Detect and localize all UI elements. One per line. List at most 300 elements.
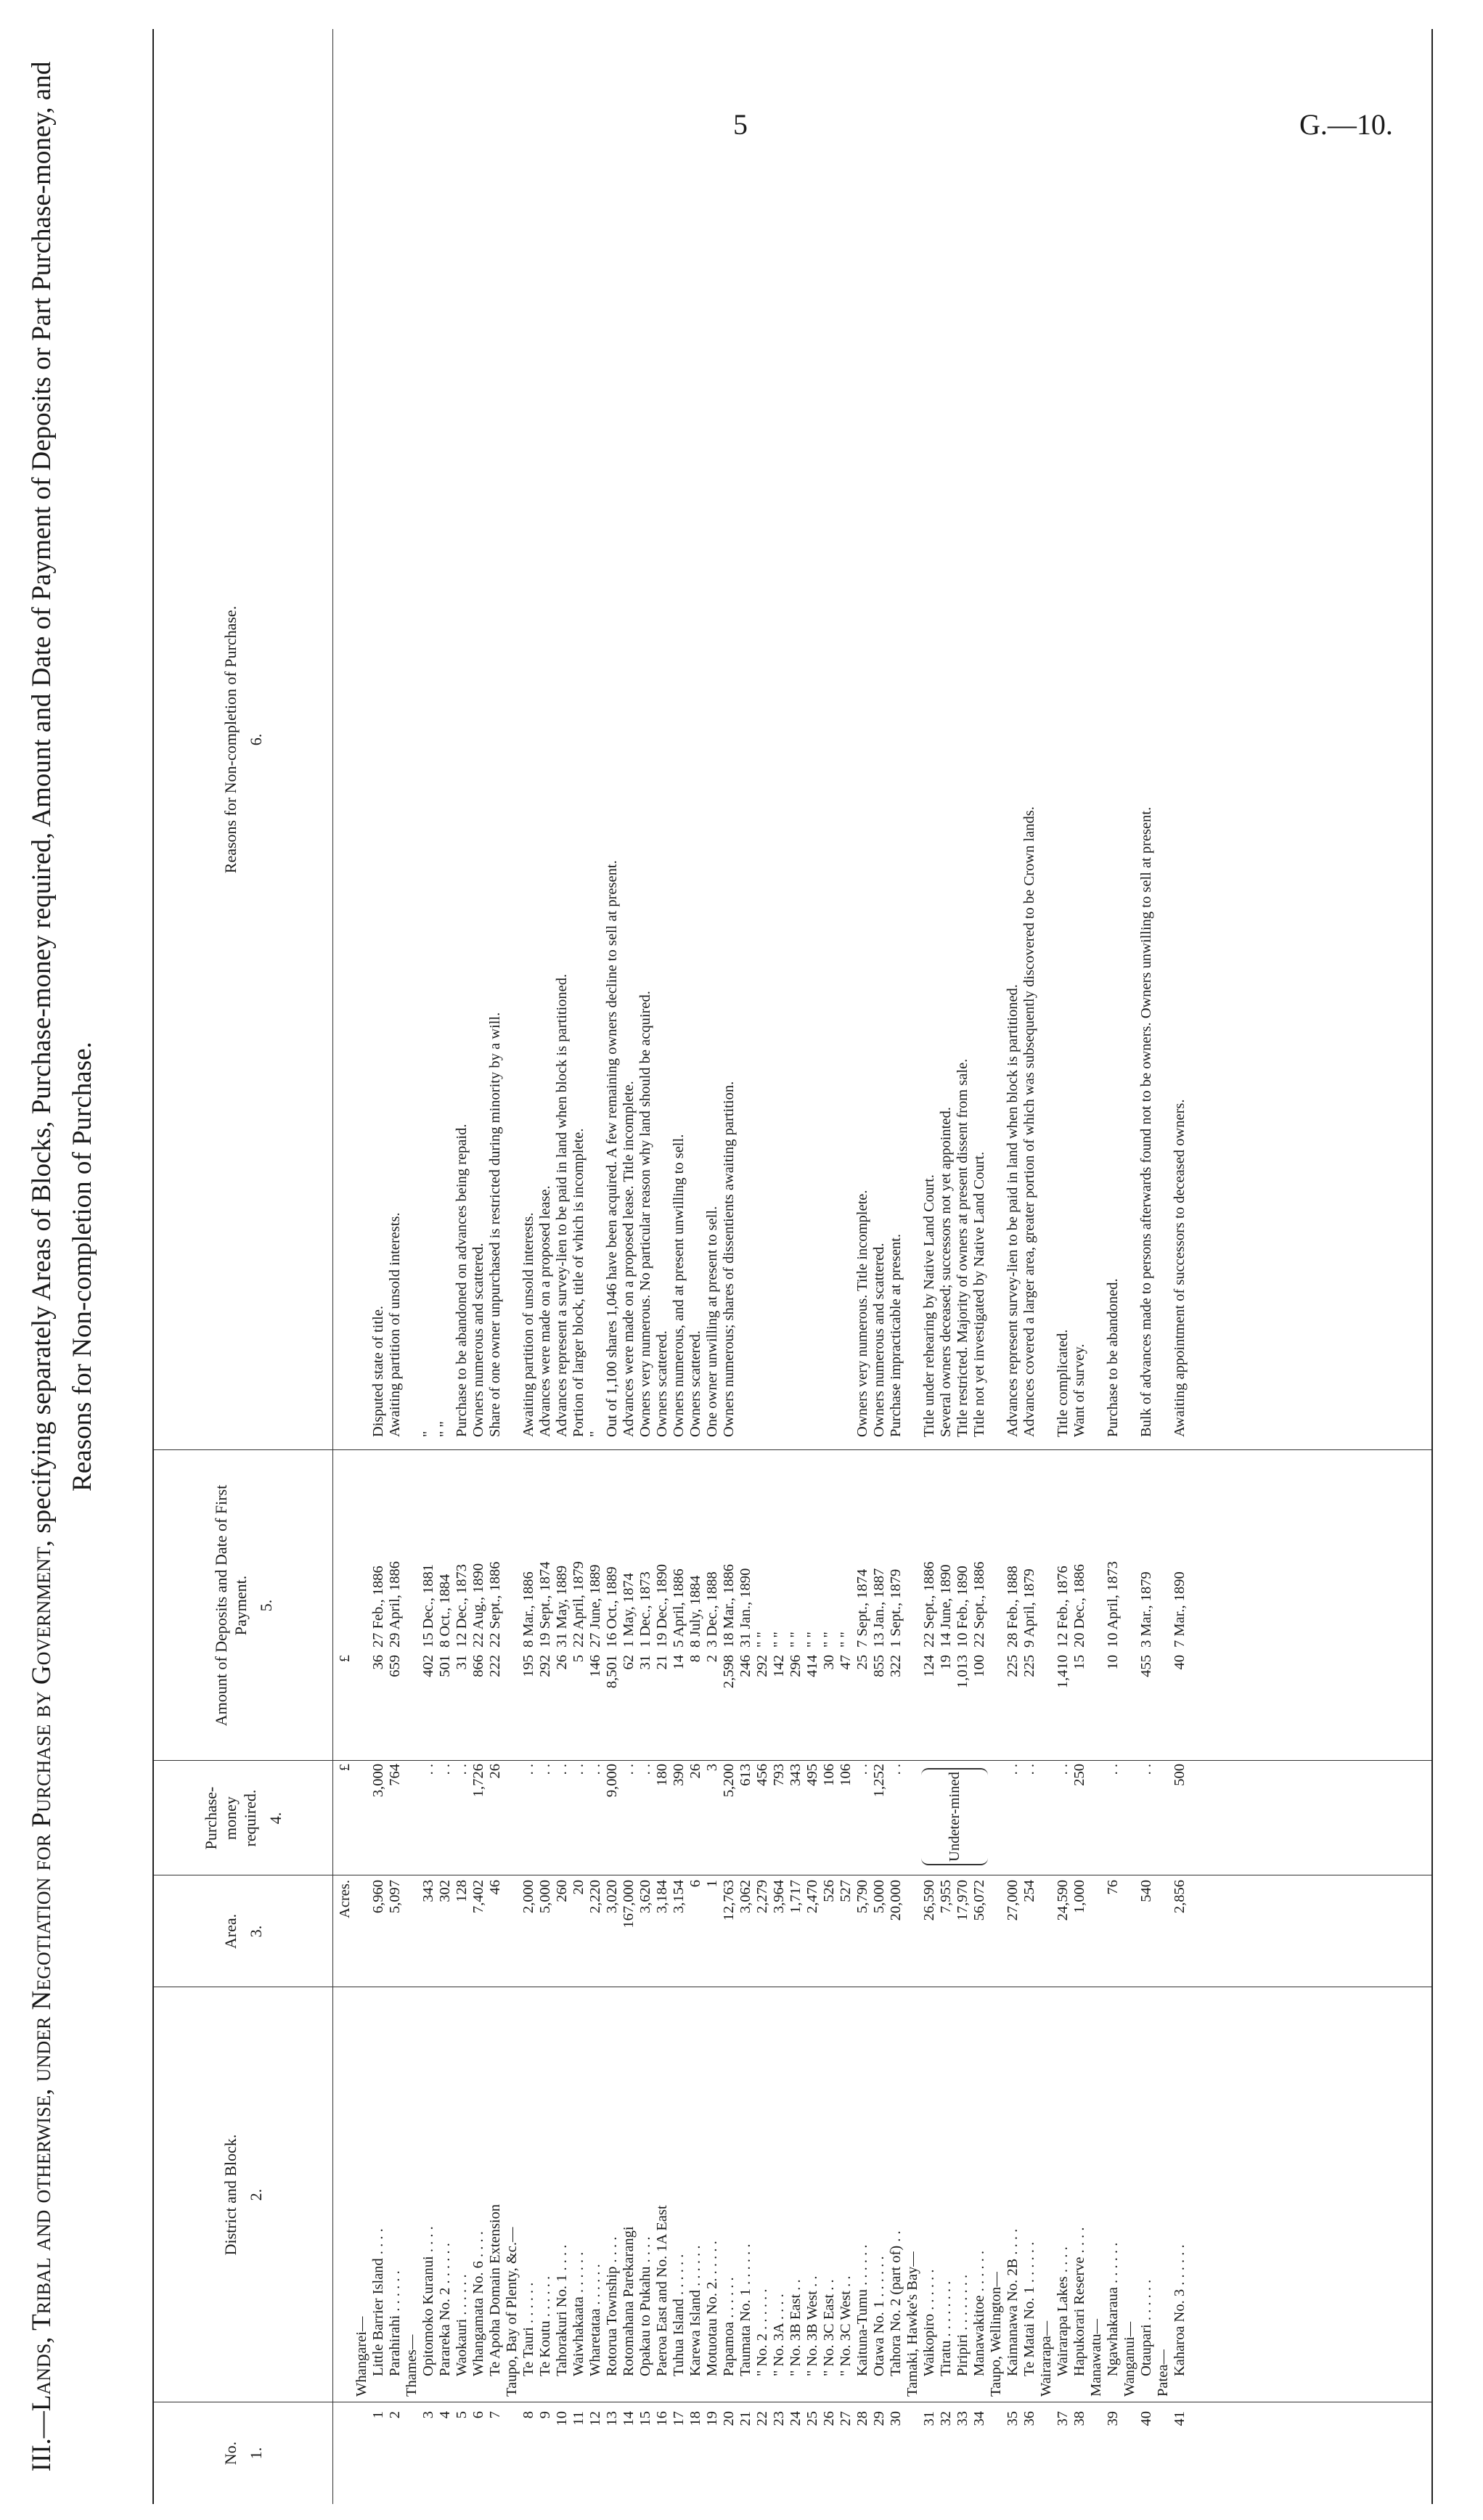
row-number: 12	[587, 2411, 603, 2426]
area-value: 167,000	[621, 1880, 637, 1928]
block-name: Piripiri . . . . . . . .	[955, 2274, 971, 2376]
row-number: 1	[370, 2411, 386, 2419]
row-number: 8	[520, 2411, 536, 2419]
purchase-money-value: . .	[554, 1764, 570, 1775]
deposit-amount: 659	[387, 1655, 403, 1677]
non-completion-reason: Several owners deceased; successors not yet appointed.	[938, 1107, 954, 1437]
table-row	[838, 29, 854, 2504]
row-number: 36	[1021, 2411, 1037, 2426]
table-row	[1038, 29, 1055, 2504]
deposit-amount: 292	[537, 1655, 553, 1677]
table-row	[738, 29, 754, 2504]
table-row	[854, 29, 871, 2504]
row-number: 14	[621, 2411, 637, 2426]
payment-date: 8 July, 1884	[687, 1575, 703, 1648]
payment-date: " "	[838, 1632, 854, 1648]
purchase-money-value: 343	[788, 1764, 804, 1786]
header-reasons: Reasons for Non-completion of Purchase. 6.	[221, 605, 265, 874]
block-name: " No. 3B East . .	[788, 2279, 804, 2376]
table-row	[604, 29, 621, 2504]
non-completion-reason: Owners numerous, and at present unwilling to sell.	[671, 1134, 687, 1437]
table-row	[921, 29, 938, 2504]
table-body	[337, 29, 1188, 2504]
area-value: 540	[1138, 1880, 1154, 1902]
table-row	[1172, 29, 1188, 2504]
block-name: Te Matai No. 1 . . . . . .	[1021, 2241, 1037, 2376]
table-row	[721, 29, 738, 2504]
non-completion-reason: Owners numerous and scattered.	[871, 1243, 887, 1437]
non-completion-reason: Advances were made on a proposed lease. Title incomplete.	[621, 1081, 637, 1437]
non-completion-reason: Purchase to be abandoned.	[1105, 1278, 1121, 1437]
deposit-amount: 124	[921, 1655, 937, 1677]
deposit-amount: 30	[821, 1655, 837, 1670]
row-number: 9	[537, 2411, 553, 2419]
non-completion-reason: Advances covered a larger area, greater portion of which was subsequently discovered to be Crown lands.	[1021, 806, 1037, 1437]
block-name: Rotomahana Parekarangi	[621, 2226, 637, 2376]
table-row	[821, 29, 838, 2504]
non-completion-reason: Advances represent a survey-lien to be paid in land when block is partitioned.	[554, 973, 570, 1437]
payment-date: 20 Dec., 1886	[1071, 1563, 1087, 1648]
non-completion-reason: Purchase to be abandoned on advances being repaid.	[454, 1124, 470, 1437]
row-number: 3	[420, 2411, 436, 2419]
purchase-money-value: . .	[637, 1764, 653, 1775]
area-value: 6	[687, 1880, 703, 1888]
unit-area: Acres.	[337, 1880, 353, 1918]
header-deposits: Amount of Deposits and Date of First Payment. 5.	[211, 1484, 275, 1727]
block-name: Opakau to Pukahu . . . .	[637, 2236, 653, 2376]
row-number: 5	[454, 2411, 470, 2419]
area-value: 5,000	[537, 1880, 553, 1914]
row-number: 25	[804, 2411, 820, 2426]
payment-date: 3 Mar., 1879	[1138, 1571, 1154, 1648]
purchase-money-value: . .	[621, 1764, 637, 1775]
row-number: 32	[938, 2411, 954, 2426]
purchase-money-value: 613	[738, 1764, 753, 1786]
block-name: Tuhua Island . . . . . .	[671, 2254, 687, 2376]
deposit-amount: 40	[1172, 1655, 1188, 1670]
table-row	[420, 29, 437, 2504]
deposit-amount: 292	[754, 1655, 770, 1677]
table-row	[487, 29, 504, 2504]
non-completion-reason: Owners numerous and scattered.	[470, 1243, 486, 1437]
block-name: Tiratu . . . . . . . .	[938, 2280, 954, 2376]
payment-date: 5 April, 1886	[671, 1568, 687, 1648]
deposit-amount: 8,501	[604, 1655, 620, 1689]
row-number: 33	[955, 2411, 971, 2426]
table-row	[687, 29, 704, 2504]
row-number: 10	[554, 2411, 570, 2426]
purchase-money-value: 106	[821, 1764, 837, 1786]
block-name: " No. 2 . . . . . .	[754, 2288, 770, 2376]
purchase-money-value: 793	[771, 1764, 787, 1786]
deposit-amount: 322	[888, 1655, 904, 1677]
purchase-money-value: . .	[1005, 1764, 1021, 1775]
non-completion-reason: Title under rehearing by Native Land Court.	[921, 1174, 937, 1437]
deposit-amount: 1,410	[1055, 1655, 1071, 1689]
block-name: Te Apoha Domain Extension	[487, 2204, 503, 2376]
table-row	[988, 29, 1005, 2504]
block-name: Whangamata No. 6 . . . .	[470, 2231, 486, 2376]
block-name: Papamoa . . . . . .	[721, 2277, 737, 2376]
deposit-amount: 100	[971, 1655, 987, 1677]
area-value: 20	[571, 1880, 587, 1895]
table-row	[1005, 29, 1021, 2504]
payment-date: 31 May, 1889	[554, 1565, 570, 1648]
page-number: 5	[733, 108, 748, 141]
block-name: Ngawhakaraua . . . . . .	[1105, 2242, 1121, 2376]
payment-date: 29 April, 1886	[387, 1560, 403, 1648]
purchase-money-value: . .	[587, 1764, 603, 1775]
table-row	[871, 29, 888, 2504]
non-completion-reason: Owners numerous; shares of dissentients awaiting partition.	[721, 1081, 737, 1437]
header-rule	[332, 29, 333, 2504]
block-name: Parareka No. 2 . . . . . .	[437, 2243, 453, 2376]
table-row	[520, 29, 537, 2504]
area-value: 3,964	[771, 1880, 787, 1914]
block-name: Kaimanawa No. 2B . . . .	[1005, 2228, 1021, 2376]
table-row	[571, 29, 587, 2504]
purchase-money-value: . .	[420, 1764, 436, 1775]
row-number: 17	[671, 2411, 687, 2426]
table-row	[387, 29, 404, 2504]
payment-date: 28 Feb., 1888	[1005, 1566, 1021, 1648]
block-name: Waikopiro . . . . . .	[921, 2269, 937, 2376]
non-completion-reason: Portion of larger block, title of which is incomplete.	[571, 1128, 587, 1437]
payment-date: 12 Dec., 1873	[454, 1563, 470, 1648]
block-name: Te Koutu . . . . . .	[537, 2275, 553, 2376]
table-row	[1088, 29, 1105, 2504]
deposit-amount: 2	[704, 1655, 720, 1663]
row-number: 38	[1071, 2411, 1087, 2426]
table-row	[904, 29, 921, 2504]
table-title	[22, 29, 116, 2504]
area-value: 2,220	[587, 1880, 603, 1914]
payment-date: 22 April, 1879	[571, 1560, 587, 1648]
table-row	[1021, 29, 1038, 2504]
non-completion-reason: " "	[437, 1421, 453, 1437]
table-row	[637, 29, 654, 2504]
deposit-amount: 8	[687, 1655, 703, 1663]
area-value: 26,590	[921, 1880, 937, 1921]
row-number: 2	[387, 2411, 403, 2419]
deposit-amount: 62	[621, 1655, 637, 1670]
non-completion-reason: Advances represent survey-lien to be paid in land when block is partitioned.	[1005, 984, 1021, 1437]
purchase-money-value: 495	[804, 1764, 820, 1786]
non-completion-reason: Advances were made on a proposed lease.	[537, 1185, 553, 1437]
area-value: 5,097	[387, 1880, 403, 1914]
block-name: Opitomoko Kuranui . . . .	[420, 2226, 436, 2376]
table-row	[1155, 29, 1172, 2504]
purchase-money-value: . .	[437, 1764, 453, 1775]
deposit-amount: 47	[838, 1655, 854, 1670]
row-number: 16	[654, 2411, 670, 2426]
non-completion-reason: Want of survey.	[1071, 1343, 1087, 1437]
row-number: 23	[771, 2411, 787, 2426]
row-number: 24	[788, 2411, 804, 2426]
area-value: 254	[1021, 1880, 1037, 1902]
row-number: 37	[1055, 2411, 1071, 2426]
block-name: Wharetataa . . . . . .	[587, 2264, 603, 2376]
payment-date: 22 Sept., 1886	[971, 1561, 987, 1648]
purchase-money-value: 764	[387, 1764, 403, 1786]
block-name: Otawa No. 1 . . . . . .	[871, 2256, 887, 2376]
deposit-amount: 5	[571, 1655, 587, 1663]
document-reference: G.—10.	[1299, 108, 1393, 141]
lands-table	[152, 29, 1433, 2504]
block-name: Manawakitoe . . . . . .	[971, 2250, 987, 2376]
non-completion-reason: Disputed state of title.	[370, 1305, 386, 1437]
area-value: 526	[821, 1880, 837, 1902]
purchase-money-value: . .	[1105, 1764, 1121, 1775]
table-row	[454, 29, 470, 2504]
area-value: 260	[554, 1880, 570, 1902]
payment-date: 8 Oct., 1884	[437, 1574, 453, 1648]
purchase-money-value: . .	[854, 1764, 870, 1775]
deposit-amount: 146	[587, 1655, 603, 1677]
row-number: 4	[437, 2411, 453, 2419]
non-completion-reason: Owners scattered.	[654, 1330, 670, 1437]
table-row	[1105, 29, 1122, 2504]
payment-date: 7 Mar., 1890	[1172, 1571, 1188, 1648]
row-number: 29	[871, 2411, 887, 2426]
purchase-money-value: . .	[454, 1764, 470, 1775]
area-value: 1	[704, 1880, 720, 1888]
area-value: 17,970	[955, 1880, 971, 1921]
row-number: 26	[821, 2411, 837, 2426]
purchase-money-value: . .	[520, 1764, 536, 1775]
area-value: 12,763	[721, 1880, 737, 1921]
district-heading: Manawatu—	[1088, 2318, 1104, 2397]
block-name: Parahirahi . . . . . .	[387, 2270, 403, 2376]
area-value: 2,000	[520, 1880, 536, 1914]
block-name: " No. 3A . . . .	[771, 2294, 787, 2376]
deposit-amount: 246	[738, 1655, 753, 1677]
deposit-amount: 26	[554, 1655, 570, 1670]
deposit-amount: 222	[487, 1655, 503, 1677]
row-number: 18	[687, 2411, 703, 2426]
block-name: Karewa Island . . . . . .	[687, 2245, 703, 2376]
row-number: 31	[921, 2411, 937, 2426]
deposit-amount: 866	[470, 1655, 486, 1677]
area-value: 1,000	[1071, 1880, 1087, 1914]
payment-date: 9 April, 1879	[1021, 1568, 1037, 1648]
non-completion-reason: Owners very numerous. Title incomplete.	[854, 1190, 870, 1437]
district-heading: Wairarapa—	[1038, 2320, 1054, 2397]
payment-date: 7 Sept., 1874	[854, 1568, 870, 1648]
row-number: 6	[470, 2411, 486, 2419]
area-value: 3,020	[604, 1880, 620, 1914]
non-completion-reason: Title not yet investigated by Native Land Court.	[971, 1151, 987, 1437]
purchase-money-value: . .	[571, 1764, 587, 1775]
non-completion-reason: Awaiting partition of unsold interests.	[520, 1212, 536, 1437]
area-value: 46	[487, 1880, 503, 1895]
deposit-amount: 25	[854, 1655, 870, 1670]
deposit-amount: 225	[1005, 1655, 1021, 1677]
payment-date: 10 Feb., 1890	[955, 1566, 971, 1648]
deposit-amount: 195	[520, 1655, 536, 1677]
purchase-money-value: 26	[687, 1764, 703, 1779]
deposit-amount: 31	[637, 1655, 653, 1670]
deposit-amount: 455	[1138, 1655, 1154, 1677]
payment-date: 10 April, 1873	[1105, 1560, 1121, 1648]
district-heading: Patea—	[1155, 2349, 1171, 2397]
non-completion-reason: "	[420, 1431, 436, 1437]
non-completion-reason: Purchase impracticable at present.	[888, 1233, 904, 1437]
block-name: Little Barrier Island . . . .	[370, 2228, 386, 2376]
table-row	[804, 29, 821, 2504]
block-name: Kaituna-Tumu . . . . . .	[854, 2244, 870, 2376]
payment-date: 27 June, 1889	[587, 1564, 603, 1648]
row-number: 15	[637, 2411, 653, 2426]
deposit-amount: 19	[938, 1655, 954, 1670]
area-value: 527	[838, 1880, 854, 1902]
row-number: 30	[888, 2411, 904, 2426]
purchase-money-value: 5,200	[721, 1764, 737, 1798]
block-name: Tahora No. 2 (part of) . .	[888, 2230, 904, 2376]
non-completion-reason: One owner unwilling at present to sell.	[704, 1206, 720, 1437]
purchase-money-value: 1,252	[871, 1764, 887, 1798]
table-row	[704, 29, 721, 2504]
block-name: " No. 3B West . .	[804, 2275, 820, 2376]
area-value: 2,856	[1172, 1880, 1188, 1914]
row-number: 28	[854, 2411, 870, 2426]
payment-date: 18 Mar., 1886	[721, 1563, 737, 1648]
deposit-amount: 225	[1021, 1655, 1037, 1677]
non-completion-reason: Share of one owner unpurchased is restricted during minority by a will.	[487, 1012, 503, 1437]
row-number: 22	[754, 2411, 770, 2426]
header-area: Area. 3.	[221, 1913, 265, 1950]
area-value: 76	[1105, 1880, 1121, 1895]
area-value: 7,402	[470, 1880, 486, 1914]
unit-money: £	[337, 1764, 353, 1772]
payment-date: 1 May, 1874	[621, 1573, 637, 1648]
non-completion-reason: Title complicated.	[1055, 1329, 1071, 1437]
non-completion-reason: Awaiting appointment of successors to deceased owners.	[1172, 1099, 1188, 1437]
payment-date: 1 Dec., 1873	[637, 1571, 653, 1648]
row-number: 13	[604, 2411, 620, 2426]
non-completion-reason: Owners scattered.	[687, 1330, 703, 1437]
title-prefix: III.—	[27, 2411, 57, 2472]
area-value: 3,184	[654, 1880, 670, 1914]
row-number: 35	[1005, 2411, 1021, 2426]
area-value: 24,590	[1055, 1880, 1071, 1921]
table-row	[1138, 29, 1155, 2504]
table-row	[554, 29, 571, 2504]
payment-date: 22 Sept., 1886	[921, 1561, 937, 1648]
payment-date: 13 Jan., 1887	[871, 1568, 887, 1648]
purchase-money-value: . .	[1138, 1764, 1154, 1775]
area-value: 3,154	[671, 1880, 687, 1914]
units-row	[337, 29, 354, 2504]
payment-date: " "	[788, 1632, 804, 1648]
purchase-money-value: 3	[704, 1764, 720, 1772]
block-name: Rotorua Township . . . .	[604, 2236, 620, 2376]
table-row	[1071, 29, 1088, 2504]
district-heading: Taupo, Bay of Plenty, &c.—	[504, 2227, 520, 2397]
block-name: Tahorakuri No. 1 . . . .	[554, 2244, 570, 2376]
payment-date: 3 Dec., 1888	[704, 1571, 720, 1648]
district-heading: Wanganui—	[1122, 2321, 1137, 2397]
non-completion-reason: Awaiting partition of unsold interests.	[387, 1212, 403, 1437]
deposit-amount: 15	[1071, 1655, 1087, 1670]
deposit-amount: 31	[454, 1655, 470, 1670]
deposit-amount: 142	[771, 1655, 787, 1677]
district-heading: Thames—	[404, 2334, 420, 2397]
deposit-amount: 855	[871, 1655, 887, 1677]
block-name: Motuotau No. 2. . . . . .	[704, 2241, 720, 2376]
deposit-amount: 296	[788, 1655, 804, 1677]
row-number: 40	[1138, 2411, 1154, 2426]
purchase-money-value: 3,000	[370, 1764, 386, 1798]
deposit-amount: 10	[1105, 1655, 1121, 1670]
header-no: No. 1.	[221, 2441, 265, 2466]
payment-date: 14 June, 1890	[938, 1564, 954, 1648]
table-row	[1122, 29, 1138, 2504]
row-number: 34	[971, 2411, 987, 2426]
payment-date: 15 Dec., 1881	[420, 1563, 436, 1648]
block-name: Waokauri . . . . . .	[454, 2274, 470, 2376]
table-row	[654, 29, 671, 2504]
block-name: Hapukorari Reserve . . . .	[1071, 2227, 1087, 2376]
area-value: 20,000	[888, 1880, 904, 1921]
payment-date: 22 Sept., 1886	[487, 1561, 503, 1648]
district-heading: Whangarei—	[354, 2316, 369, 2397]
purchase-money-value: . .	[1021, 1764, 1037, 1775]
table-row	[671, 29, 687, 2504]
payment-date: " "	[754, 1632, 770, 1648]
title-smallcaps: Lands, Tribal and otherwise, under Negotiation for Purchase by Government,	[27, 1539, 57, 2412]
area-value: 7,955	[938, 1880, 954, 1914]
area-value: 3,620	[637, 1880, 653, 1914]
area-value: 2,279	[754, 1880, 770, 1914]
area-value: 5,790	[854, 1880, 870, 1914]
table-row	[955, 29, 971, 2504]
district-heading: Taupo, Wellington—	[988, 2272, 1004, 2397]
undetermined-bracket: Undeter-mined	[921, 1768, 988, 1865]
district-heading: Tamaki, Hawke's Bay—	[904, 2251, 920, 2397]
row-number: 41	[1172, 2411, 1188, 2426]
table-row	[938, 29, 955, 2504]
payment-date: 1 Sept., 1879	[888, 1568, 904, 1648]
payment-date: 19 Dec., 1890	[654, 1563, 670, 1648]
payment-date: " "	[771, 1632, 787, 1648]
table-row	[354, 29, 370, 2504]
deposit-amount: 1,013	[955, 1655, 971, 1689]
purchase-money-value: 500	[1172, 1764, 1188, 1786]
purchase-money-value: . .	[888, 1764, 904, 1775]
area-value: 343	[420, 1880, 436, 1902]
area-value: 302	[437, 1880, 453, 1902]
row-number: 39	[1105, 2411, 1121, 2426]
area-value: 56,072	[971, 1880, 987, 1921]
deposit-amount: 36	[370, 1655, 386, 1670]
deposit-amount: 414	[804, 1655, 820, 1677]
table-row	[587, 29, 604, 2504]
purchase-money-value: 106	[838, 1764, 854, 1786]
block-name: " No. 3C West . .	[838, 2275, 854, 2376]
deposit-amount: 2,598	[721, 1655, 737, 1689]
row-number: 7	[487, 2411, 503, 2419]
table-row	[771, 29, 788, 2504]
non-completion-reason: Owners very numerous. No particular reason why land should be acquired.	[637, 991, 653, 1437]
deposit-amount: 501	[437, 1655, 453, 1677]
purchase-money-value: 390	[671, 1764, 687, 1786]
row-number: 27	[838, 2411, 854, 2426]
block-name: " No. 3C East . .	[821, 2279, 837, 2376]
purchase-money-value: 1,726	[470, 1764, 486, 1798]
table-row	[1055, 29, 1071, 2504]
table-row	[888, 29, 904, 2504]
